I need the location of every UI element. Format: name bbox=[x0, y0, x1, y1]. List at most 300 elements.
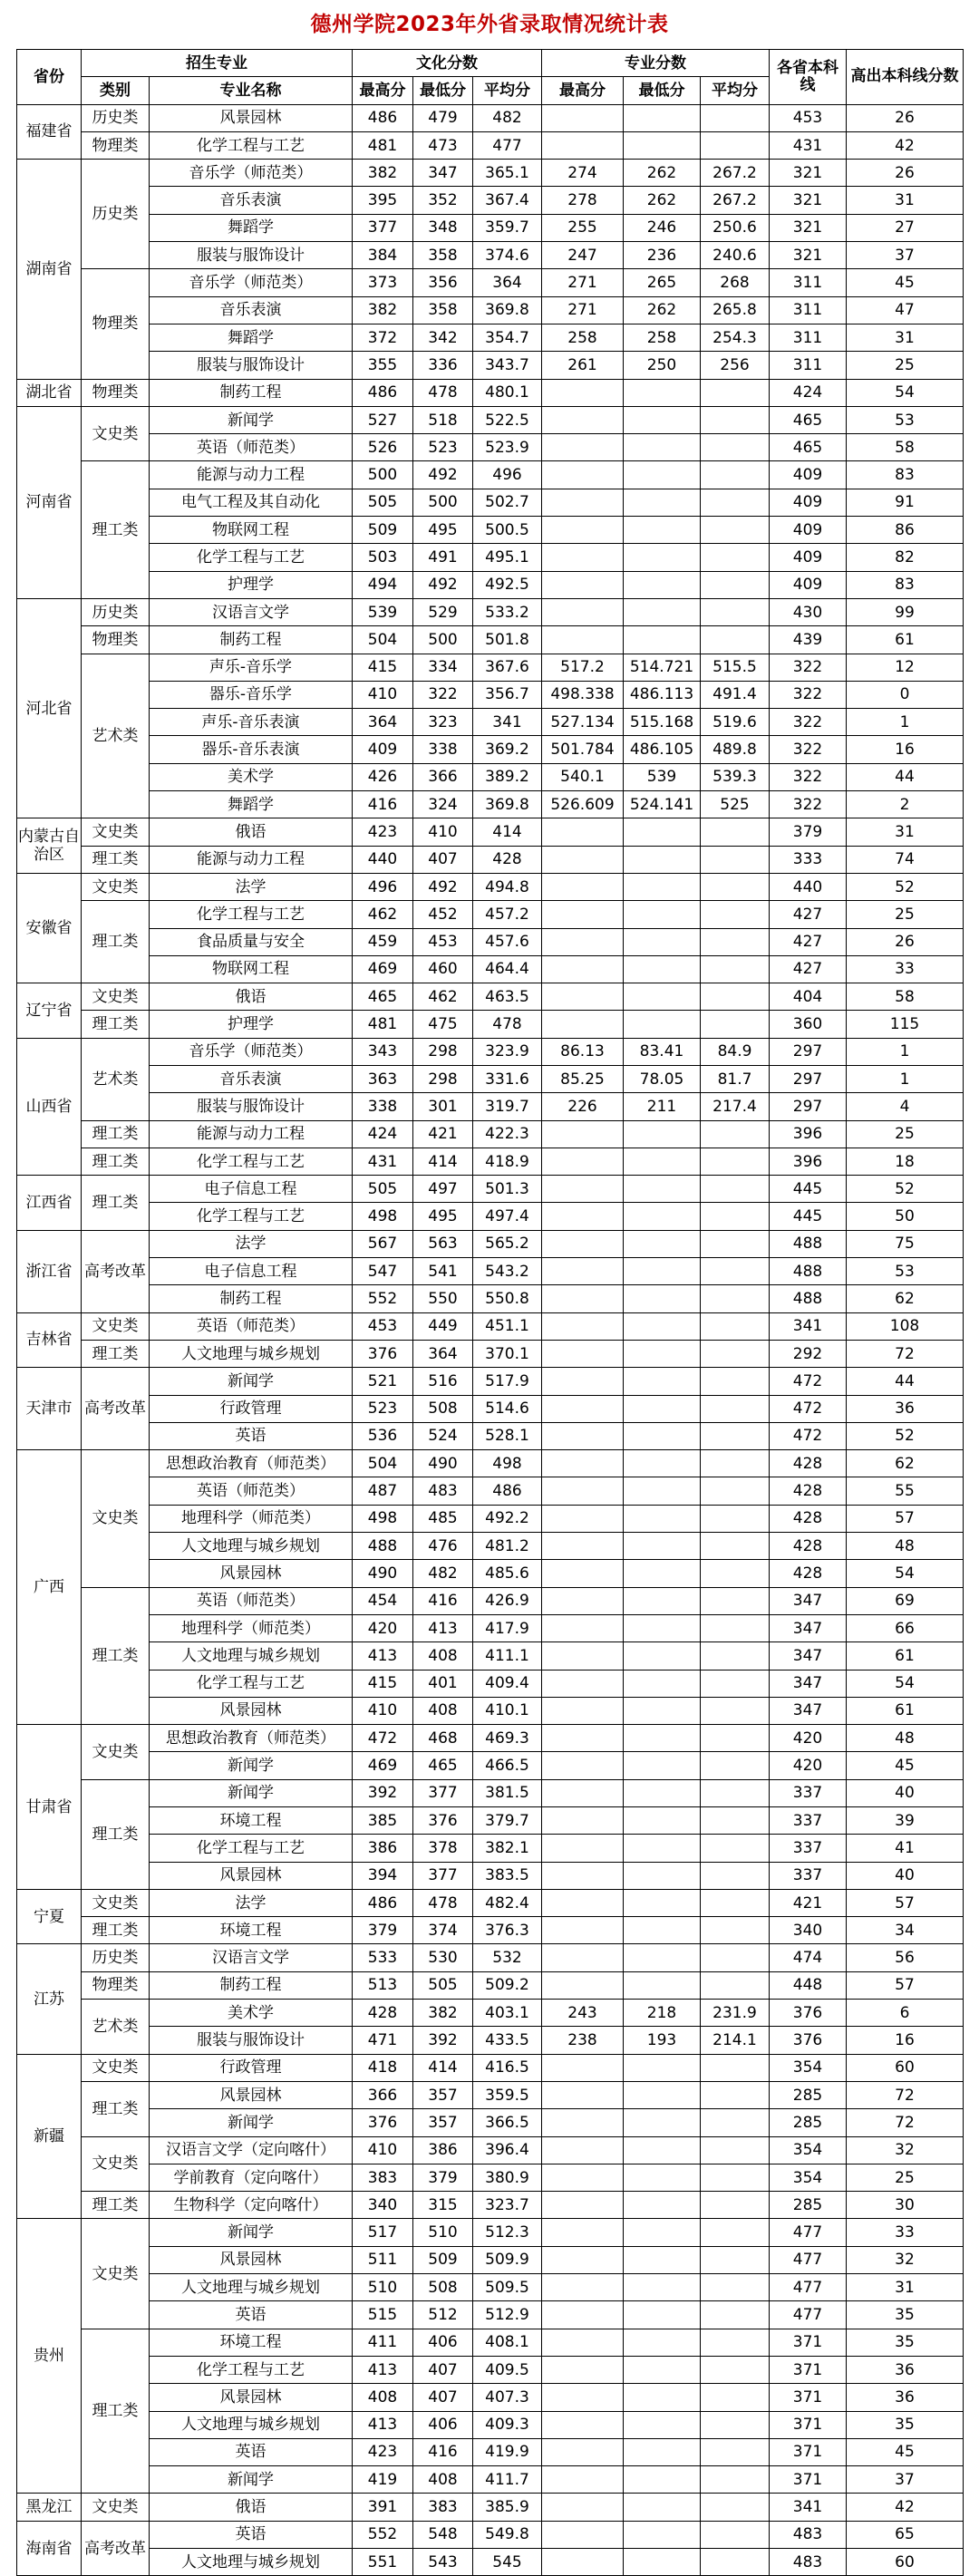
professional-avg-cell bbox=[701, 2549, 770, 2576]
table-row bbox=[17, 873, 964, 900]
professional-max-cell bbox=[542, 598, 624, 625]
professional-min-cell bbox=[624, 983, 701, 1011]
culture-min-cell: 352 bbox=[413, 187, 473, 214]
culture-avg-cell: 380.9 bbox=[473, 2164, 542, 2191]
culture-min-cell: 408 bbox=[413, 2466, 473, 2494]
professional-max-cell: 501.784 bbox=[542, 736, 624, 763]
professional-max-cell bbox=[542, 2494, 624, 2521]
professional-avg-cell bbox=[701, 1642, 770, 1670]
culture-avg-cell: 319.7 bbox=[473, 1093, 542, 1120]
baseline-cell: 354 bbox=[770, 2164, 847, 2191]
table-row bbox=[17, 626, 964, 654]
above-baseline-cell: 34 bbox=[847, 1917, 964, 1944]
culture-avg-cell: 354.7 bbox=[473, 324, 542, 351]
professional-max-cell bbox=[542, 1148, 624, 1175]
culture-min-cell: 414 bbox=[413, 2054, 473, 2081]
above-baseline-cell: 75 bbox=[847, 1230, 964, 1257]
professional-min-cell bbox=[624, 1422, 701, 1449]
culture-max-cell: 392 bbox=[353, 1779, 413, 1806]
culture-avg-cell: 428 bbox=[473, 846, 542, 873]
professional-avg-cell bbox=[701, 104, 770, 131]
professional-avg-cell: 268 bbox=[701, 269, 770, 296]
professional-max-cell bbox=[542, 1340, 624, 1367]
above-baseline-cell: 40 bbox=[847, 1779, 964, 1806]
above-baseline-cell: 86 bbox=[847, 517, 964, 544]
culture-min-cell: 541 bbox=[413, 1258, 473, 1285]
baseline-cell: 371 bbox=[770, 2438, 847, 2465]
table-row bbox=[17, 544, 964, 571]
culture-avg-cell: 532 bbox=[473, 1944, 542, 1971]
culture-min-cell: 523 bbox=[413, 434, 473, 461]
above-baseline-cell: 52 bbox=[847, 1176, 964, 1203]
baseline-cell: 465 bbox=[770, 406, 847, 433]
category-cell: 文史类 bbox=[82, 2136, 150, 2192]
professional-avg-cell bbox=[701, 1862, 770, 1889]
professional-max-cell bbox=[542, 2466, 624, 2494]
above-baseline-cell: 62 bbox=[847, 1285, 964, 1312]
culture-min-cell: 357 bbox=[413, 2109, 473, 2136]
professional-min-cell: 515.168 bbox=[624, 709, 701, 736]
culture-max-cell: 504 bbox=[353, 626, 413, 654]
baseline-cell: 371 bbox=[770, 2411, 847, 2438]
above-baseline-cell: 30 bbox=[847, 2192, 964, 2219]
major-cell: 俄语 bbox=[150, 2494, 353, 2521]
major-cell: 服装与服饰设计 bbox=[150, 1093, 353, 1120]
professional-avg-cell bbox=[701, 544, 770, 571]
table-row bbox=[17, 1203, 964, 1230]
culture-max-cell: 500 bbox=[353, 461, 413, 489]
professional-avg-cell bbox=[701, 1587, 770, 1614]
above-baseline-cell: 58 bbox=[847, 983, 964, 1011]
culture-avg-cell: 396.4 bbox=[473, 2136, 542, 2164]
culture-avg-cell: 565.2 bbox=[473, 1230, 542, 1257]
professional-min-cell bbox=[624, 1368, 701, 1395]
table-row bbox=[17, 2274, 964, 2301]
professional-avg-cell bbox=[701, 1176, 770, 1203]
culture-max-cell: 567 bbox=[353, 1230, 413, 1257]
header-category: 类别 bbox=[82, 77, 150, 104]
table-row bbox=[17, 571, 964, 598]
professional-min-cell bbox=[624, 1944, 701, 1971]
culture-avg-cell: 416.5 bbox=[473, 2054, 542, 2081]
baseline-cell: 337 bbox=[770, 1807, 847, 1835]
culture-min-cell: 377 bbox=[413, 1779, 473, 1806]
professional-min-cell bbox=[624, 2136, 701, 2164]
professional-min-cell: 193 bbox=[624, 2027, 701, 2054]
culture-avg-cell: 494.8 bbox=[473, 873, 542, 900]
culture-avg-cell: 343.7 bbox=[473, 352, 542, 379]
table-row bbox=[17, 791, 964, 818]
professional-max-cell: 271 bbox=[542, 296, 624, 324]
major-cell: 风景园林 bbox=[150, 2246, 353, 2273]
table-row bbox=[17, 1697, 964, 1724]
table-row bbox=[17, 1779, 964, 1806]
header-program: 招生专业 bbox=[82, 50, 353, 77]
category-cell: 高考改革 bbox=[82, 2521, 150, 2576]
professional-avg-cell: 254.3 bbox=[701, 324, 770, 351]
major-cell: 人文地理与城乡规划 bbox=[150, 1642, 353, 1670]
above-baseline-cell: 1 bbox=[847, 1038, 964, 1065]
culture-avg-cell: 478 bbox=[473, 1011, 542, 1038]
baseline-cell: 439 bbox=[770, 626, 847, 654]
culture-avg-cell: 359.7 bbox=[473, 214, 542, 241]
baseline-cell: 448 bbox=[770, 1971, 847, 1999]
culture-max-cell: 513 bbox=[353, 1971, 413, 1999]
professional-avg-cell bbox=[701, 1835, 770, 1862]
professional-min-cell bbox=[624, 517, 701, 544]
professional-max-cell bbox=[542, 2274, 624, 2301]
above-baseline-cell: 65 bbox=[847, 2521, 964, 2548]
major-cell: 汉语言文学 bbox=[150, 1944, 353, 1971]
culture-avg-cell: 366.5 bbox=[473, 2109, 542, 2136]
header-professional-max: 最高分 bbox=[542, 77, 624, 104]
professional-min-cell: 524.141 bbox=[624, 791, 701, 818]
professional-max-cell bbox=[542, 544, 624, 571]
culture-max-cell: 488 bbox=[353, 1533, 413, 1560]
culture-avg-cell: 409.3 bbox=[473, 2411, 542, 2438]
culture-max-cell: 547 bbox=[353, 1258, 413, 1285]
culture-avg-cell: 367.4 bbox=[473, 187, 542, 214]
culture-max-cell: 408 bbox=[353, 2384, 413, 2411]
professional-min-cell bbox=[624, 1148, 701, 1175]
culture-avg-cell: 411.1 bbox=[473, 1642, 542, 1670]
professional-avg-cell bbox=[701, 1450, 770, 1477]
professional-min-cell bbox=[624, 1560, 701, 1587]
category-cell: 艺术类 bbox=[82, 2000, 150, 2055]
professional-avg-cell bbox=[701, 626, 770, 654]
culture-max-cell: 384 bbox=[353, 242, 413, 269]
culture-min-cell: 510 bbox=[413, 2219, 473, 2246]
culture-max-cell: 343 bbox=[353, 1038, 413, 1065]
culture-avg-cell: 414 bbox=[473, 818, 542, 846]
table-row bbox=[17, 2521, 964, 2548]
baseline-cell: 445 bbox=[770, 1203, 847, 1230]
professional-min-cell bbox=[624, 544, 701, 571]
major-cell: 化学工程与工艺 bbox=[150, 1148, 353, 1175]
culture-min-cell: 475 bbox=[413, 1011, 473, 1038]
culture-avg-cell: 482.4 bbox=[473, 1889, 542, 1916]
culture-avg-cell: 469.3 bbox=[473, 1725, 542, 1752]
professional-avg-cell bbox=[701, 1368, 770, 1395]
professional-max-cell bbox=[542, 1779, 624, 1806]
above-baseline-cell: 57 bbox=[847, 1889, 964, 1916]
professional-avg-cell bbox=[701, 517, 770, 544]
major-cell: 思想政治教育（师范类） bbox=[150, 1450, 353, 1477]
culture-max-cell: 465 bbox=[353, 983, 413, 1011]
major-cell: 音乐表演 bbox=[150, 1065, 353, 1092]
professional-max-cell bbox=[542, 2219, 624, 2246]
above-baseline-cell: 33 bbox=[847, 2219, 964, 2246]
category-cell: 文史类 bbox=[82, 2219, 150, 2329]
major-cell: 行政管理 bbox=[150, 2054, 353, 2081]
professional-max-cell bbox=[542, 2192, 624, 2219]
culture-min-cell: 529 bbox=[413, 598, 473, 625]
professional-max-cell bbox=[542, 489, 624, 516]
professional-min-cell bbox=[624, 1587, 701, 1614]
above-baseline-cell: 56 bbox=[847, 1944, 964, 1971]
culture-max-cell: 418 bbox=[353, 2054, 413, 2081]
table-row bbox=[17, 2136, 964, 2164]
professional-max-cell: 86.13 bbox=[542, 1038, 624, 1065]
above-baseline-cell: 33 bbox=[847, 955, 964, 983]
province-cell: 江苏 bbox=[17, 1944, 82, 2054]
culture-avg-cell: 492.2 bbox=[473, 1505, 542, 1532]
professional-max-cell bbox=[542, 846, 624, 873]
major-cell: 器乐-音乐学 bbox=[150, 681, 353, 708]
professional-min-cell bbox=[624, 1670, 701, 1697]
baseline-cell: 347 bbox=[770, 1614, 847, 1641]
professional-avg-cell bbox=[701, 571, 770, 598]
baseline-cell: 477 bbox=[770, 2301, 847, 2329]
professional-avg-cell bbox=[701, 131, 770, 159]
table-row bbox=[17, 598, 964, 625]
culture-max-cell: 490 bbox=[353, 1560, 413, 1587]
category-cell: 历史类 bbox=[82, 1944, 150, 1971]
culture-max-cell: 481 bbox=[353, 1011, 413, 1038]
baseline-cell: 297 bbox=[770, 1093, 847, 1120]
above-baseline-cell: 42 bbox=[847, 2494, 964, 2521]
above-baseline-cell: 40 bbox=[847, 1862, 964, 1889]
professional-avg-cell bbox=[701, 2164, 770, 2191]
culture-max-cell: 420 bbox=[353, 1614, 413, 1641]
professional-min-cell: 258 bbox=[624, 324, 701, 351]
above-baseline-cell: 57 bbox=[847, 1971, 964, 1999]
culture-max-cell: 428 bbox=[353, 2000, 413, 2027]
culture-min-cell: 478 bbox=[413, 1889, 473, 1916]
major-cell: 汉语言文学 bbox=[150, 598, 353, 625]
professional-max-cell: 271 bbox=[542, 269, 624, 296]
baseline-cell: 322 bbox=[770, 791, 847, 818]
header-baseline: 各省本科线 bbox=[770, 50, 847, 105]
above-baseline-cell: 69 bbox=[847, 1587, 964, 1614]
culture-min-cell: 408 bbox=[413, 1697, 473, 1724]
professional-max-cell bbox=[542, 1862, 624, 1889]
above-baseline-cell: 0 bbox=[847, 681, 964, 708]
culture-max-cell: 416 bbox=[353, 791, 413, 818]
professional-min-cell bbox=[624, 1505, 701, 1532]
professional-avg-cell bbox=[701, 1725, 770, 1752]
table-row bbox=[17, 2301, 964, 2329]
culture-min-cell: 492 bbox=[413, 461, 473, 489]
professional-min-cell: 78.05 bbox=[624, 1065, 701, 1092]
table-row bbox=[17, 818, 964, 846]
professional-min-cell bbox=[624, 2329, 701, 2356]
above-baseline-cell: 16 bbox=[847, 736, 964, 763]
culture-max-cell: 515 bbox=[353, 2301, 413, 2329]
major-cell: 人文地理与城乡规划 bbox=[150, 2549, 353, 2576]
baseline-cell: 465 bbox=[770, 434, 847, 461]
province-cell: 湖北省 bbox=[17, 379, 82, 406]
culture-avg-cell: 528.1 bbox=[473, 1422, 542, 1449]
professional-min-cell bbox=[624, 1725, 701, 1752]
professional-min-cell bbox=[624, 1807, 701, 1835]
major-cell: 风景园林 bbox=[150, 2081, 353, 2108]
category-cell: 文史类 bbox=[82, 873, 150, 900]
professional-max-cell bbox=[542, 1422, 624, 1449]
baseline-cell: 427 bbox=[770, 955, 847, 983]
above-baseline-cell: 36 bbox=[847, 2356, 964, 2383]
professional-avg-cell bbox=[701, 1752, 770, 1779]
professional-max-cell bbox=[542, 1285, 624, 1312]
above-baseline-cell: 44 bbox=[847, 1368, 964, 1395]
culture-max-cell: 454 bbox=[353, 1587, 413, 1614]
professional-min-cell bbox=[624, 406, 701, 433]
above-baseline-cell: 31 bbox=[847, 2274, 964, 2301]
baseline-cell: 379 bbox=[770, 818, 847, 846]
baseline-cell: 483 bbox=[770, 2549, 847, 2576]
culture-avg-cell: 500.5 bbox=[473, 517, 542, 544]
culture-max-cell: 527 bbox=[353, 406, 413, 433]
professional-min-cell bbox=[624, 1917, 701, 1944]
professional-min-cell bbox=[624, 131, 701, 159]
table-row bbox=[17, 2411, 964, 2438]
culture-avg-cell: 382.1 bbox=[473, 1835, 542, 1862]
table-row bbox=[17, 324, 964, 351]
professional-min-cell bbox=[624, 1533, 701, 1560]
professional-avg-cell bbox=[701, 461, 770, 489]
major-cell: 能源与动力工程 bbox=[150, 461, 353, 489]
baseline-cell: 488 bbox=[770, 1230, 847, 1257]
baseline-cell: 488 bbox=[770, 1285, 847, 1312]
baseline-cell: 477 bbox=[770, 2219, 847, 2246]
culture-min-cell: 378 bbox=[413, 1835, 473, 1862]
above-baseline-cell: 35 bbox=[847, 2329, 964, 2356]
professional-max-cell bbox=[542, 2521, 624, 2548]
baseline-cell: 285 bbox=[770, 2109, 847, 2136]
professional-max-cell bbox=[542, 873, 624, 900]
professional-avg-cell bbox=[701, 1422, 770, 1449]
professional-min-cell bbox=[624, 2246, 701, 2273]
professional-min-cell bbox=[624, 1450, 701, 1477]
category-cell: 理工类 bbox=[82, 1148, 150, 1175]
culture-min-cell: 492 bbox=[413, 571, 473, 598]
above-baseline-cell: 18 bbox=[847, 1148, 964, 1175]
above-baseline-cell: 72 bbox=[847, 1340, 964, 1367]
culture-avg-cell: 496 bbox=[473, 461, 542, 489]
header-culture-score: 文化分数 bbox=[353, 50, 542, 77]
major-cell: 法学 bbox=[150, 1889, 353, 1916]
culture-max-cell: 509 bbox=[353, 517, 413, 544]
above-baseline-cell: 31 bbox=[847, 187, 964, 214]
table-row bbox=[17, 1176, 964, 1203]
major-cell: 音乐学（师范类） bbox=[150, 1038, 353, 1065]
professional-min-cell: 83.41 bbox=[624, 1038, 701, 1065]
culture-min-cell: 366 bbox=[413, 763, 473, 790]
baseline-cell: 396 bbox=[770, 1120, 847, 1148]
professional-min-cell: 262 bbox=[624, 187, 701, 214]
culture-avg-cell: 418.9 bbox=[473, 1148, 542, 1175]
major-cell: 化学工程与工艺 bbox=[150, 544, 353, 571]
professional-min-cell bbox=[624, 104, 701, 131]
professional-min-cell bbox=[624, 1862, 701, 1889]
professional-min-cell bbox=[624, 461, 701, 489]
professional-max-cell: 226 bbox=[542, 1093, 624, 1120]
province-cell: 新疆 bbox=[17, 2054, 82, 2219]
culture-max-cell: 423 bbox=[353, 818, 413, 846]
culture-avg-cell: 497.4 bbox=[473, 1203, 542, 1230]
culture-min-cell: 416 bbox=[413, 2438, 473, 2465]
culture-max-cell: 385 bbox=[353, 1807, 413, 1835]
culture-min-cell: 322 bbox=[413, 681, 473, 708]
culture-min-cell: 548 bbox=[413, 2521, 473, 2548]
professional-avg-cell bbox=[701, 1971, 770, 1999]
table-row bbox=[17, 1065, 964, 1092]
culture-max-cell: 391 bbox=[353, 2494, 413, 2521]
major-cell: 环境工程 bbox=[150, 1917, 353, 1944]
baseline-cell: 360 bbox=[770, 1011, 847, 1038]
major-cell: 音乐学（师范类） bbox=[150, 160, 353, 187]
table-row bbox=[17, 709, 964, 736]
culture-min-cell: 324 bbox=[413, 791, 473, 818]
culture-avg-cell: 512.3 bbox=[473, 2219, 542, 2246]
professional-avg-cell bbox=[701, 1477, 770, 1505]
culture-min-cell: 315 bbox=[413, 2192, 473, 2219]
professional-min-cell: 250 bbox=[624, 352, 701, 379]
professional-max-cell: 85.25 bbox=[542, 1065, 624, 1092]
major-cell: 人文地理与城乡规划 bbox=[150, 2411, 353, 2438]
major-cell: 环境工程 bbox=[150, 2329, 353, 2356]
above-baseline-cell: 1 bbox=[847, 709, 964, 736]
professional-max-cell bbox=[542, 1450, 624, 1477]
culture-min-cell: 410 bbox=[413, 818, 473, 846]
professional-min-cell bbox=[624, 1340, 701, 1367]
professional-avg-cell bbox=[701, 2521, 770, 2548]
culture-avg-cell: 379.7 bbox=[473, 1807, 542, 1835]
culture-avg-cell: 451.1 bbox=[473, 1312, 542, 1340]
culture-avg-cell: 407.3 bbox=[473, 2384, 542, 2411]
culture-avg-cell: 364 bbox=[473, 269, 542, 296]
culture-max-cell: 498 bbox=[353, 1505, 413, 1532]
above-baseline-cell: 57 bbox=[847, 1505, 964, 1532]
culture-avg-cell: 410.1 bbox=[473, 1697, 542, 1724]
table-row bbox=[17, 983, 964, 1011]
culture-min-cell: 407 bbox=[413, 846, 473, 873]
culture-min-cell: 452 bbox=[413, 901, 473, 928]
major-cell: 英语（师范类） bbox=[150, 1312, 353, 1340]
table-row bbox=[17, 846, 964, 873]
culture-avg-cell: 409.4 bbox=[473, 1670, 542, 1697]
baseline-cell: 420 bbox=[770, 1725, 847, 1752]
table-row bbox=[17, 955, 964, 983]
professional-max-cell: 243 bbox=[542, 2000, 624, 2027]
above-baseline-cell: 39 bbox=[847, 1807, 964, 1835]
professional-min-cell bbox=[624, 1176, 701, 1203]
culture-avg-cell: 369.8 bbox=[473, 296, 542, 324]
culture-min-cell: 406 bbox=[413, 2411, 473, 2438]
table-row bbox=[17, 1422, 964, 1449]
professional-max-cell bbox=[542, 983, 624, 1011]
above-baseline-cell: 26 bbox=[847, 160, 964, 187]
above-baseline-cell: 35 bbox=[847, 2301, 964, 2329]
table-row bbox=[17, 406, 964, 433]
professional-max-cell bbox=[542, 2411, 624, 2438]
culture-max-cell: 410 bbox=[353, 1697, 413, 1724]
culture-min-cell: 334 bbox=[413, 654, 473, 681]
culture-avg-cell: 486 bbox=[473, 1477, 542, 1505]
professional-max-cell: 255 bbox=[542, 214, 624, 241]
culture-max-cell: 552 bbox=[353, 1285, 413, 1312]
baseline-cell: 321 bbox=[770, 214, 847, 241]
professional-avg-cell bbox=[701, 2054, 770, 2081]
culture-min-cell: 407 bbox=[413, 2356, 473, 2383]
above-baseline-cell: 1 bbox=[847, 1065, 964, 1092]
professional-max-cell bbox=[542, 1835, 624, 1862]
province-cell: 河北省 bbox=[17, 598, 82, 818]
professional-avg-cell: 525 bbox=[701, 791, 770, 818]
major-cell: 电气工程及其自动化 bbox=[150, 489, 353, 516]
professional-avg-cell bbox=[701, 1285, 770, 1312]
major-cell: 音乐学（师范类） bbox=[150, 269, 353, 296]
